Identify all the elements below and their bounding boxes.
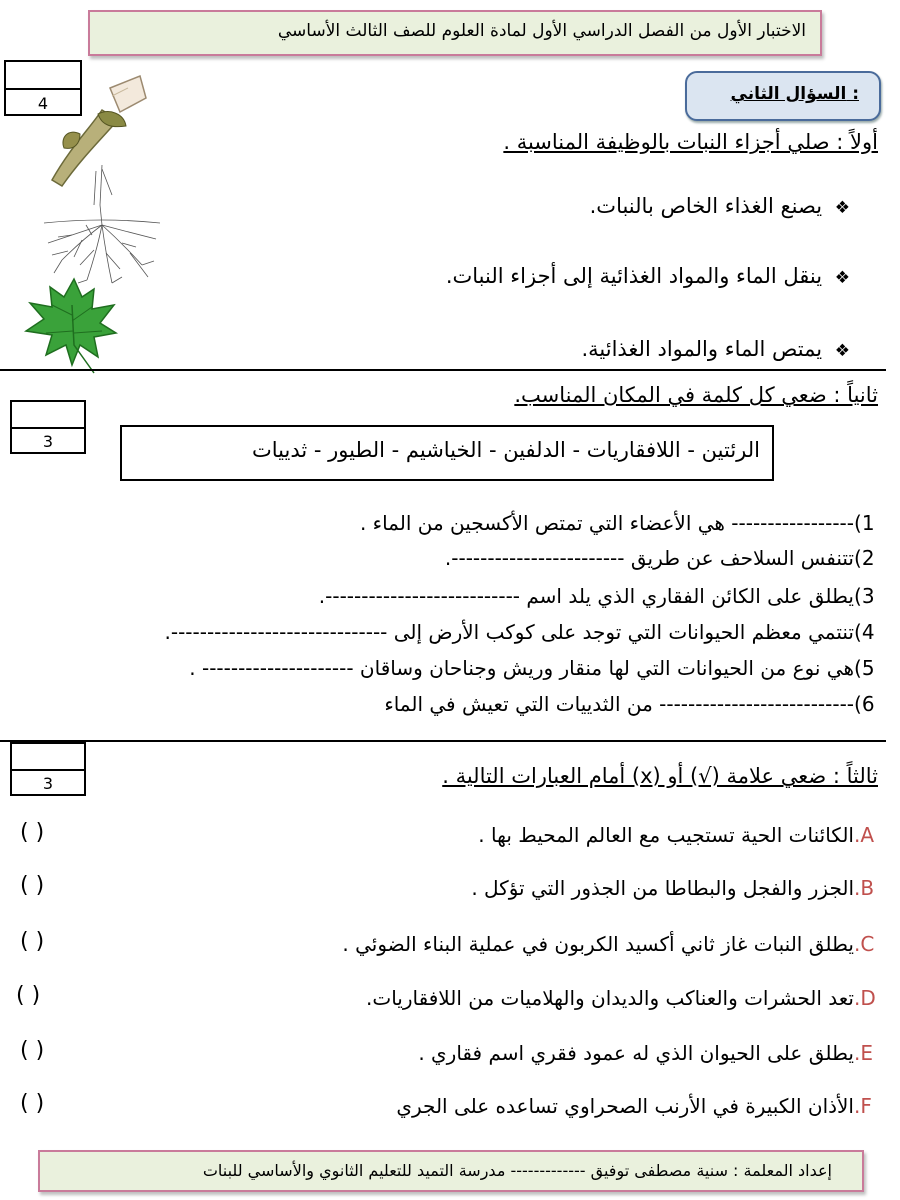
answer-box-e[interactable]: ( ) (20, 1038, 45, 1063)
answer-box-f[interactable]: ( ) (20, 1091, 45, 1116)
word-bank: الرئتين - اللافقاريات - الدلفين - الخياشيم - الطيور - ثدييات (252, 438, 760, 462)
part1-heading: أولاً : صلي أجزاء النبات بالوظيفة المناسبة . (503, 130, 878, 154)
answer-box-c[interactable]: ( ) (20, 929, 45, 954)
fill-item-6: 6)--------------------------- من الثدييات التي تعيش في الماء (384, 692, 875, 716)
diamond-bullet-icon: ❖ (834, 198, 850, 218)
fill-item-1: 1)----------------- هي الأعضاء التي تمتص الأكسجين من الماء . (359, 511, 875, 535)
part1-item-1: ❖ يصنع الغذاء الخاص بالنبات. (589, 194, 850, 218)
score-box-part2 (10, 400, 86, 454)
tf-item-d: D.تعد الحشرات والعناكب والديدان والهلاميات من اللافقاريات. (366, 986, 876, 1010)
answer-box-a[interactable]: ( ) (20, 820, 45, 845)
diamond-bullet-icon: ❖ (834, 268, 850, 288)
tf-item-c: C.يطلق النبات غاز ثاني أكسيد الكربون في عملية البناء الضوئي . (342, 932, 875, 956)
fill-item-5: 5)هي نوع من الحيوانات التي لها منقار وريش وجناحان وساقان --------------------- . (189, 656, 875, 680)
question-label-box (685, 71, 881, 121)
score-part3: 3 (42, 774, 54, 793)
tf-item-e: E.يطلق على الحيوان الذي له عمود فقري اسم فقاري . (418, 1041, 873, 1065)
answer-box-b[interactable]: ( ) (20, 873, 45, 898)
question-label: السؤال الثاني : (730, 84, 859, 104)
exam-title: الاختبار الأول من الفصل الدراسي الأول لمادة العلوم للصف الثالث الأساسي (277, 21, 806, 41)
word-bank-box (120, 425, 774, 481)
part1-item-2: ❖ ينقل الماء والمواد الغذائية إلى أجزاء النبات. (445, 264, 850, 288)
score-part1: 4 (37, 94, 49, 113)
tf-item-f: F.الأذان الكبيرة في الأرنب الصحراوي تساعده على الجري (396, 1094, 872, 1118)
score-part2: 3 (42, 432, 54, 451)
tf-item-b: B.الجزر والفجل والبطاطا من الجذور التي تؤكل . (471, 876, 875, 900)
footer-text: إعداد المعلمة : سنية مصطفى توفيق ------------- مدرسة التميد للتعليم الثانوي والأساسي للبنات (202, 1161, 832, 1180)
root-illustration (42, 165, 162, 285)
leaf-illustration (22, 275, 122, 375)
exam-title-box (88, 10, 822, 56)
part2-heading: ثانياً : ضعي كل كلمة في المكان المناسب. (514, 383, 878, 407)
part1-item-3: ❖ يمتص الماء والمواد الغذائية. (581, 337, 850, 361)
fill-item-4: 4)تنتمي معظم الحيوانات التي توجد على كوكب الأرض إلى ------------------------------. (164, 620, 875, 644)
footer-box (38, 1150, 864, 1192)
fill-item-2: 2)تتنفس السلاحف عن طريق ------------------------. (444, 546, 875, 570)
answer-box-d[interactable]: ( ) (16, 983, 41, 1008)
tf-item-a: A.الكائنات الحية تستجيب مع العالم المحيط بها . (478, 823, 875, 847)
diamond-bullet-icon: ❖ (834, 341, 850, 361)
divider-1 (0, 369, 886, 371)
divider-2 (0, 740, 886, 742)
part3-heading: ثالثاً : ضعي علامة (√) أو (x) أمام العبارات التالية . (442, 764, 878, 788)
score-box-part3 (10, 742, 86, 796)
fill-item-3: 3)يطلق على الكائن الفقاري الذي يلد اسم ---------------------------. (318, 584, 875, 608)
